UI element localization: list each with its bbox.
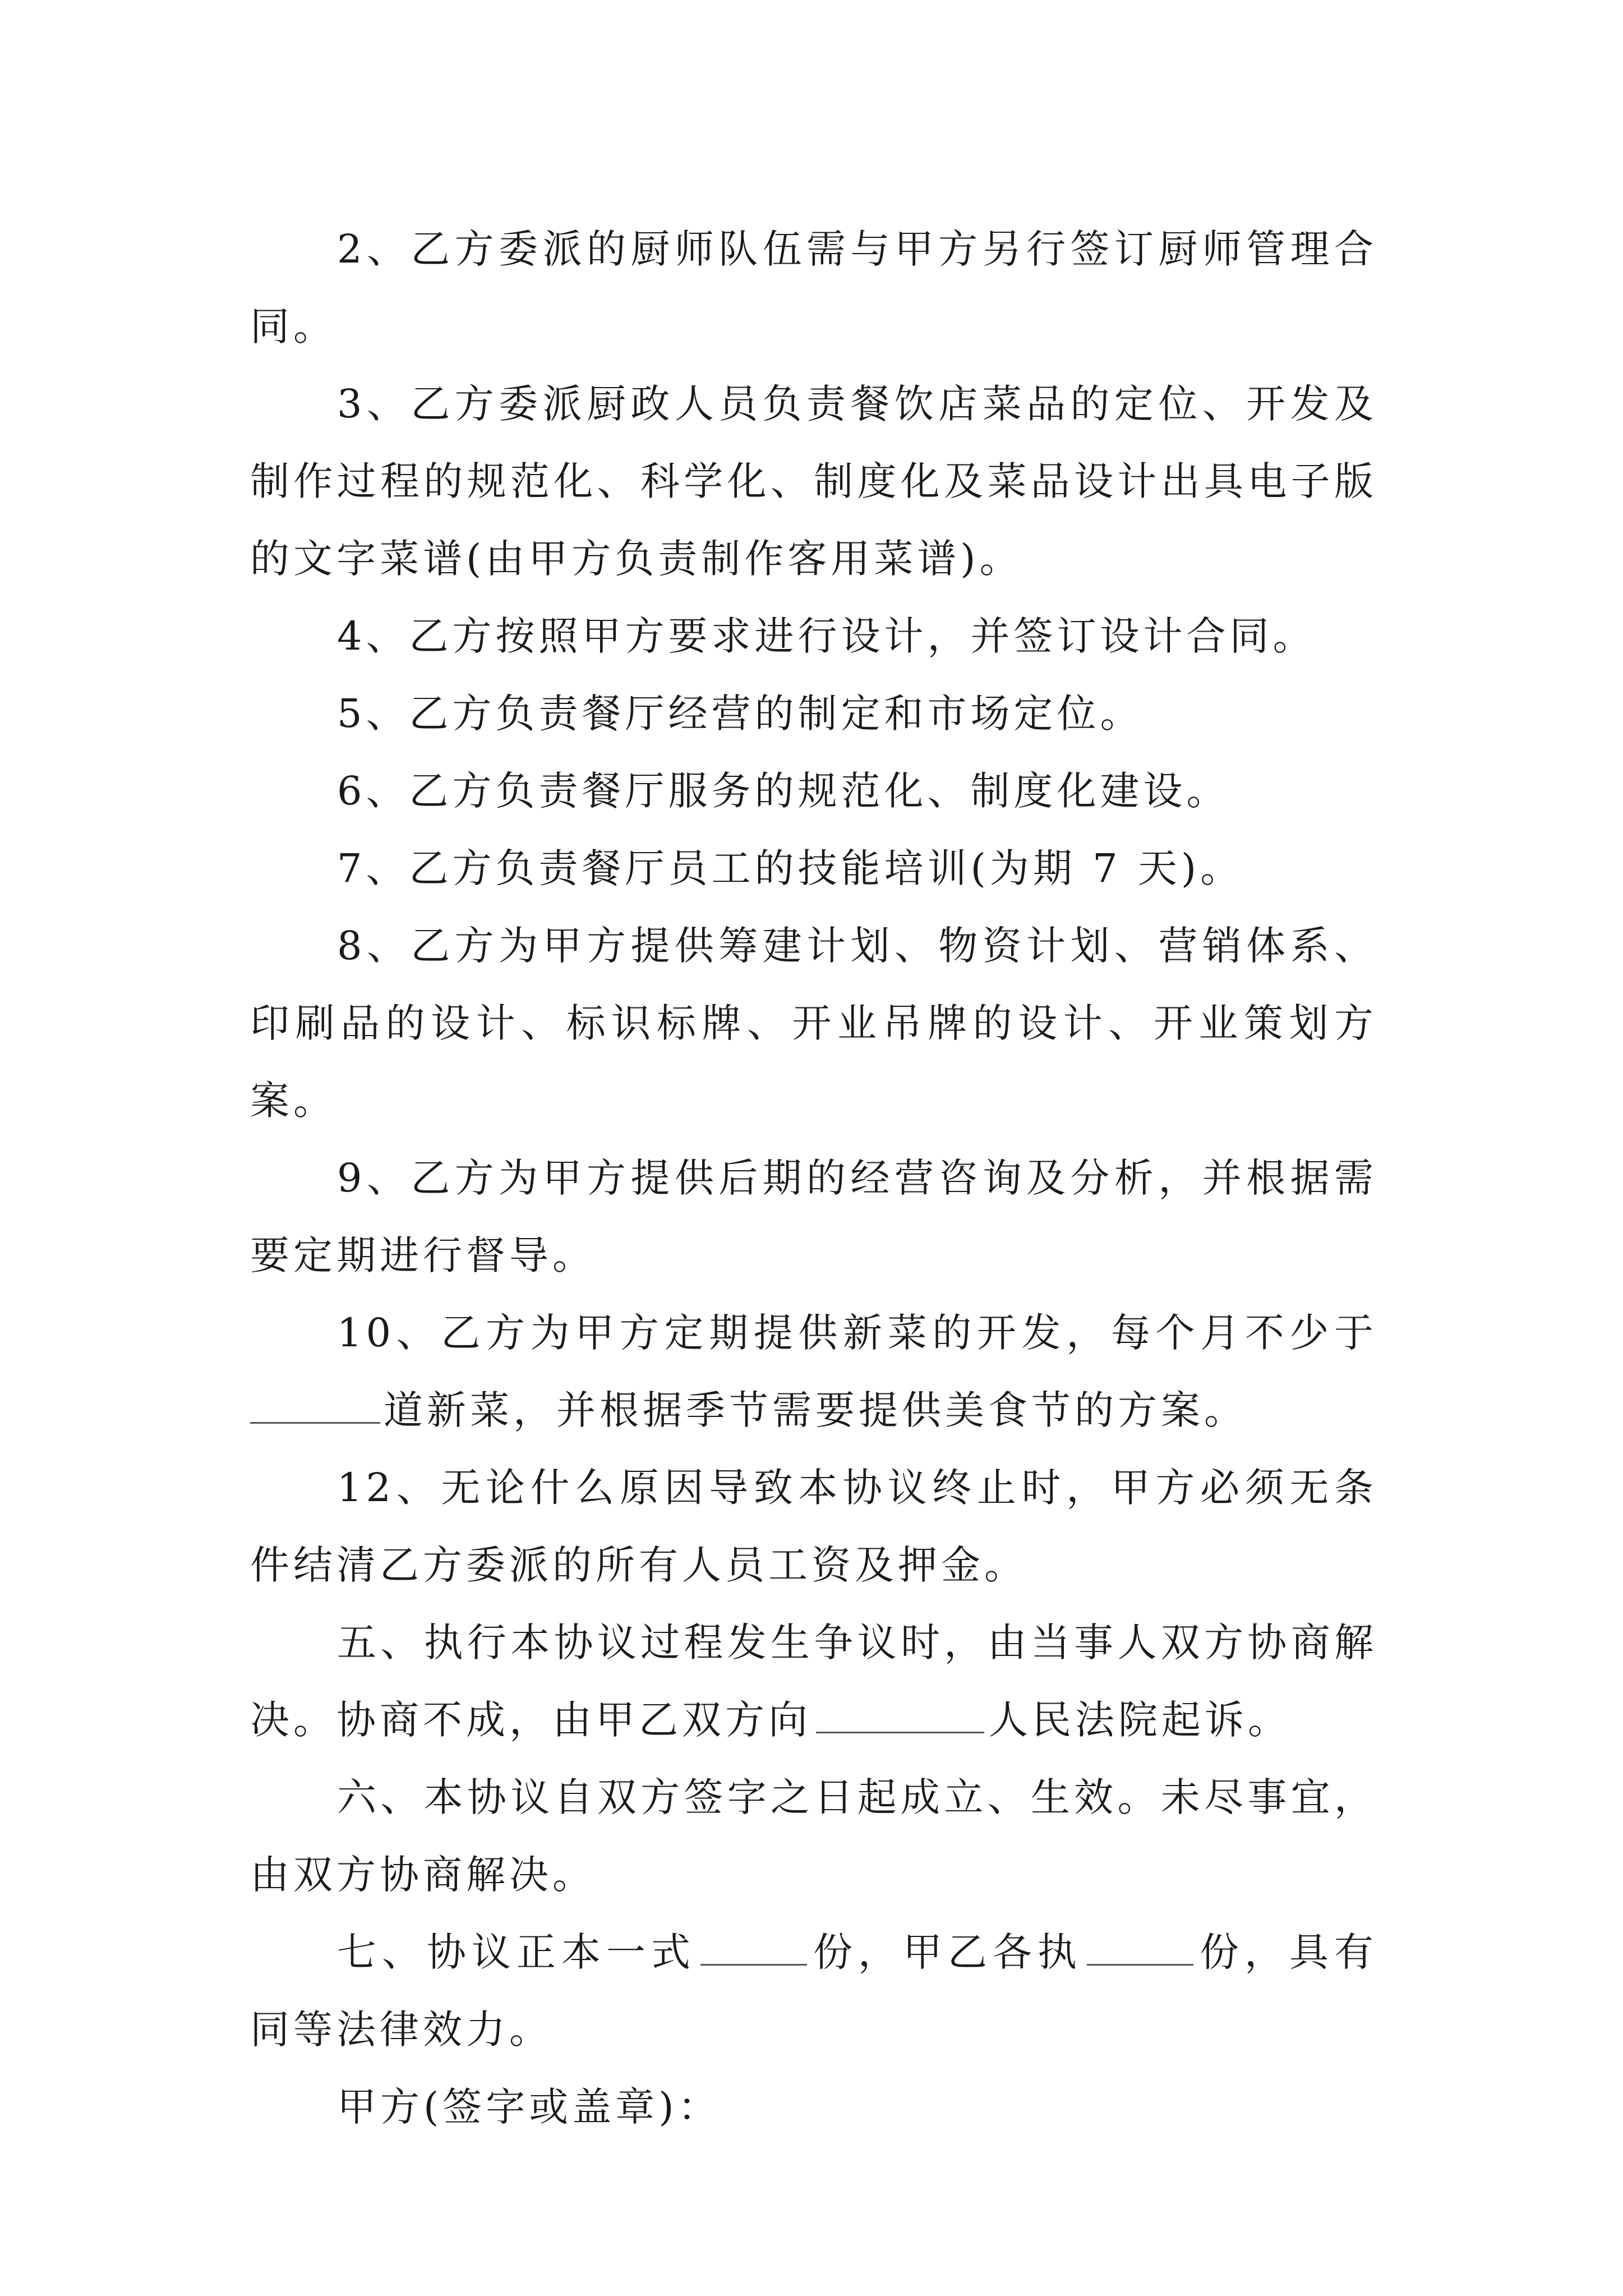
total-copies-blank[interactable] (700, 1927, 807, 1966)
clause-seven-copies (250, 1913, 1377, 2068)
clause-10-text-continued: 道新菜，并根据季节需要提供美食节的方案。 (384, 1387, 1247, 1433)
clause-seven-text-2: 份，甲乙各执 (811, 1929, 1082, 1975)
clause-6: 6、乙方负责餐厅服务的规范化、制度化建设。 (337, 768, 1230, 814)
clause-9: 9、乙方为甲方提供后期的经营咨询及分析，并根据需要定期进行督导。 (250, 1155, 1377, 1278)
each-party-copies-blank[interactable] (1087, 1927, 1193, 1966)
clause-five-text-end: 人民法院起诉。 (989, 1697, 1291, 1743)
clause-8: 8、乙方为甲方提供筹建计划、物资计划、营销体系、印刷品的设计、标识标牌、开业吊牌的设计、开业策划方案。 (250, 923, 1377, 1124)
clause-five-text: 五、执行本协议过程发生争议时，由当事人双方协商解决。协商不成，由甲乙双方向 (250, 1619, 1377, 1743)
clause-five-dispute (250, 1604, 1377, 1759)
clause-10 (250, 1294, 1377, 1372)
dish-count-blank[interactable] (250, 1385, 380, 1424)
document-body (250, 210, 1377, 2146)
clause-3: 3、乙方委派厨政人员负责餐饮店菜品的定位、开发及制作过程的规范化、科学化、制度化及菜品设计出具电子版的文字菜谱(由甲方负责制作客用菜谱)。 (250, 381, 1377, 582)
clause-4: 4、乙方按照甲方要求进行设计，并签订设计合同。 (337, 613, 1316, 659)
clause-six-effect: 六、本协议自双方签字之日起成立、生效。未尽事宜，由双方协商解决。 (250, 1774, 1377, 1898)
court-name-blank[interactable] (816, 1695, 984, 1733)
clause-seven-text-1: 七、协议正本一式 (337, 1929, 696, 1975)
clause-7: 7、乙方负责餐厅员工的技能培训(为期 7 天)。 (337, 845, 1244, 891)
clause-seven-text-3: 份，具有同等法律效力。 (250, 1929, 1377, 2053)
signature-party-a: 甲方(签字或盖章)： (337, 2084, 721, 2130)
clause-2: 2、乙方委派的厨师队伍需与甲方另行签订厨师管理合同。 (250, 226, 1377, 349)
clause-5: 5、乙方负责餐厅经营的制定和市场定位。 (337, 691, 1144, 737)
clause-10-text: 10、乙方为甲方定期提供新菜的开发，每个月不少于 (337, 1310, 1377, 1356)
clause-12: 12、无论什么原因导致本协议终止时，甲方必须无条件结清乙方委派的所有人员工资及押金。 (250, 1465, 1377, 1588)
clause-10-continued (250, 1372, 1377, 1449)
